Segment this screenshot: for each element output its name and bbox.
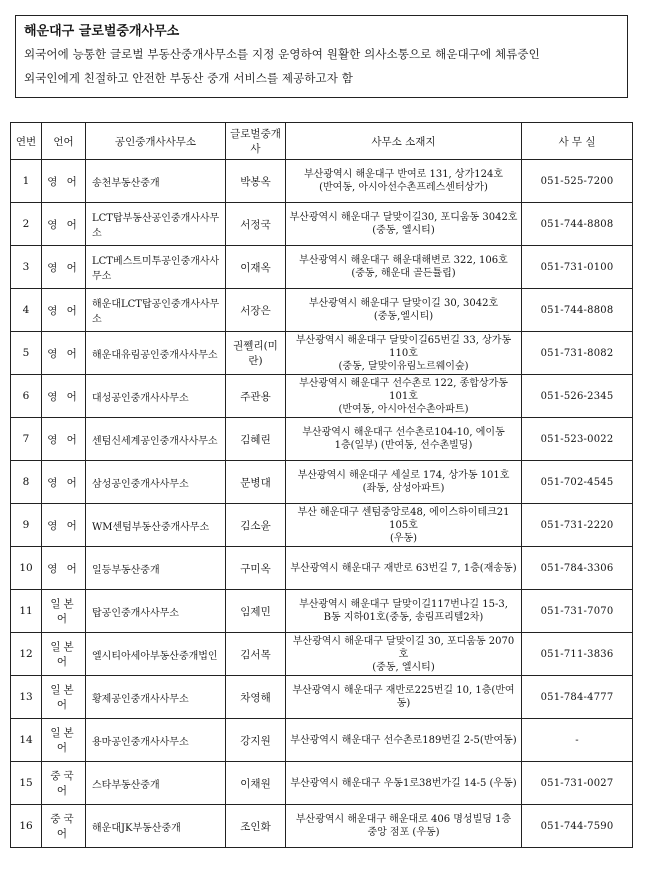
address-line-2: (중동,엘시티) — [373, 311, 434, 322]
cell-phone: 051-523-0022 — [522, 418, 633, 461]
header-language: 언어 — [42, 123, 86, 160]
cell-office: 스타부동산중개 — [86, 762, 226, 805]
cell-office: 탑공인중개사사무소 — [86, 590, 226, 633]
cell-agent: 강지원 — [226, 719, 286, 762]
cell-agent: 권쩰리(미란) — [226, 332, 286, 375]
cell-office: WM센텀부동산중개사무소 — [86, 504, 226, 547]
cell-office: 황제공인중개사사무소 — [86, 676, 226, 719]
cell-no: 11 — [11, 590, 42, 633]
table-row — [11, 547, 633, 590]
cell-phone: 051-731-2220 — [522, 504, 633, 547]
address-line-1: 부산 해운대구 센텀중앙로48, 에이스하이테크21 105호 — [297, 506, 510, 531]
cell-language: 영 어 — [42, 504, 86, 547]
cell-phone: 051-744-8808 — [522, 289, 633, 332]
cell-agent: 주관용 — [226, 375, 286, 418]
address-line-2: B동 지하01호(중동, 송림프리텔2차) — [323, 612, 484, 623]
address-line-2: (반여동, 아시아선수촌프레스센터상가) — [319, 182, 488, 193]
cell-language: 영 어 — [42, 332, 86, 375]
cell-office: 엘시티아세아부동산중개법인 — [86, 633, 226, 676]
address-line-1: 부산광역시 해운대구 반여로 131, 상가124호 — [304, 169, 503, 180]
header-address: 사무소 소재지 — [286, 123, 522, 160]
cell-no: 12 — [11, 633, 42, 676]
address-line-1: 부산광역시 해운대구 달맞이길117번나길 15-3, — [299, 599, 508, 610]
table-header-row — [11, 123, 633, 160]
cell-address — [286, 633, 522, 676]
cell-address — [286, 504, 522, 547]
cell-no: 14 — [11, 719, 42, 762]
address-line-2: 1층(일부) (반여동, 선수촌빌딩) — [334, 440, 473, 451]
address-line-1: 부산광역시 해운대구 우동1로38번가길 14-5 (우동) — [290, 777, 517, 789]
intro-title: 해운대구 글로벌중개사무소 — [24, 24, 180, 39]
cell-phone: 051-525-7200 — [522, 160, 633, 203]
cell-phone: - — [522, 719, 633, 762]
address-line-2: (반여동, 아시아선수촌아파트) — [338, 403, 469, 415]
table-row — [11, 332, 633, 375]
cell-no: 10 — [11, 547, 42, 590]
cell-phone: 051-731-0027 — [522, 762, 633, 805]
office-table — [10, 122, 633, 848]
address-line-1: 부산광역시 해운대구 달맞이길65번길 33, 상가동110호 — [295, 334, 512, 359]
cell-address — [286, 246, 522, 289]
header-phone: 사 무 실 — [522, 123, 633, 160]
cell-no: 6 — [11, 375, 42, 418]
cell-agent: 문병대 — [226, 461, 286, 504]
cell-phone: 051-702-4545 — [522, 461, 633, 504]
cell-office: 센텀신세계공인중개사사무소 — [86, 418, 226, 461]
address-line-1: 부산광역시 해운대구 달맞이길 30, 포디움동 2070호 — [292, 635, 515, 660]
cell-office: 해운대유림공인중개사사무소 — [86, 332, 226, 375]
cell-address — [286, 805, 522, 848]
cell-address — [286, 418, 522, 461]
cell-phone: 051-744-7590 — [522, 805, 633, 848]
cell-phone: 051-526-2345 — [522, 375, 633, 418]
address-line-1: 부산광역시 해운대구 해운대로 406 명성빌딩 1층 — [295, 814, 512, 825]
cell-address — [286, 547, 522, 590]
cell-office: 삼성공인중개사사무소 — [86, 461, 226, 504]
cell-no: 4 — [11, 289, 42, 332]
cell-address — [286, 676, 522, 719]
cell-address — [286, 461, 522, 504]
cell-office: 해운대LCT탑공인중개사사무소 — [86, 289, 226, 332]
cell-language: 영 어 — [42, 160, 86, 203]
cell-language: 일본어 — [42, 590, 86, 633]
cell-agent: 차영해 — [226, 676, 286, 719]
header-no: 연번 — [11, 123, 42, 160]
cell-phone: 051-731-7070 — [522, 590, 633, 633]
cell-phone: 051-784-3306 — [522, 547, 633, 590]
cell-address — [286, 160, 522, 203]
cell-office: 용마공인중개사사무소 — [86, 719, 226, 762]
cell-phone: 051-784-4777 — [522, 676, 633, 719]
cell-office: 해운대JK부동산중개 — [86, 805, 226, 848]
address-line-2: (좌동, 삼성아파트) — [362, 483, 445, 494]
table-row — [11, 719, 633, 762]
address-line-2: (중동, 해운대 골든튤립) — [351, 268, 456, 279]
cell-address — [286, 719, 522, 762]
table-row — [11, 375, 633, 418]
address-line-2: (우동) — [389, 532, 418, 544]
address-line-1: 부산광역시 해운대구 해운대해변로 322, 106호 — [299, 255, 508, 266]
cell-language: 영 어 — [42, 203, 86, 246]
cell-language: 영 어 — [42, 418, 86, 461]
cell-no: 8 — [11, 461, 42, 504]
cell-phone: 051-711-3836 — [522, 633, 633, 676]
cell-language: 영 어 — [42, 547, 86, 590]
cell-language: 중국어 — [42, 805, 86, 848]
cell-agent: 김혜린 — [226, 418, 286, 461]
table-row — [11, 418, 633, 461]
table-row — [11, 676, 633, 719]
cell-office: 일등부동산중개 — [86, 547, 226, 590]
cell-agent: 이채원 — [226, 762, 286, 805]
cell-address — [286, 590, 522, 633]
address-line-1: 부산광역시 해운대구 달맞이길 30, 3042호 — [308, 298, 499, 309]
cell-phone: 051-731-0100 — [522, 246, 633, 289]
cell-office: LCT베스트미투공인중개사사무소 — [86, 246, 226, 289]
cell-language: 중국어 — [42, 762, 86, 805]
cell-language: 영 어 — [42, 461, 86, 504]
cell-no: 16 — [11, 805, 42, 848]
cell-language: 영 어 — [42, 246, 86, 289]
cell-language: 영 어 — [42, 375, 86, 418]
cell-agent: 구미옥 — [226, 547, 286, 590]
table-row — [11, 504, 633, 547]
cell-agent: 조인화 — [226, 805, 286, 848]
table-row — [11, 461, 633, 504]
cell-language: 일본어 — [42, 633, 86, 676]
cell-no: 2 — [11, 203, 42, 246]
table-row — [11, 289, 633, 332]
cell-phone: 051-744-8808 — [522, 203, 633, 246]
header-office: 공인중개사사무소 — [86, 123, 226, 160]
cell-agent: 김서목 — [226, 633, 286, 676]
address-line-2: (중동, 엘시티) — [372, 661, 435, 673]
cell-office: 송천부동산중개 — [86, 160, 226, 203]
header-agent: 글로벌중개사 — [226, 123, 286, 160]
cell-office: LCT탑부동산공인중개사사무소 — [86, 203, 226, 246]
cell-agent: 서장은 — [226, 289, 286, 332]
cell-language: 영 어 — [42, 289, 86, 332]
cell-no: 5 — [11, 332, 42, 375]
address-line-2: (중동, 엘시티) — [372, 225, 435, 236]
address-line-1: 부산광역시 해운대구 선수촌로 122, 종합상가동 101호 — [299, 377, 508, 402]
address-line-1: 부산광역시 해운대구 재반로225번길 10, 1층(반여동) — [292, 685, 515, 709]
cell-address — [286, 332, 522, 375]
cell-agent: 김소윤 — [226, 504, 286, 547]
address-line-1: 부산광역시 해운대구 선수촌로189번길 2-5(반여동) — [290, 734, 517, 746]
address-line-2: 중앙 점포 (우동) — [367, 827, 440, 838]
cell-agent: 이재옥 — [226, 246, 286, 289]
cell-no: 13 — [11, 676, 42, 719]
table-row — [11, 805, 633, 848]
cell-no: 1 — [11, 160, 42, 203]
table-row — [11, 633, 633, 676]
cell-address — [286, 203, 522, 246]
cell-address — [286, 289, 522, 332]
cell-address — [286, 762, 522, 805]
address-line-1: 부산광역시 해운대구 세실로 174, 상가동 101호 — [297, 470, 510, 481]
table-row — [11, 246, 633, 289]
cell-language: 일본어 — [42, 719, 86, 762]
cell-agent: 박봉옥 — [226, 160, 286, 203]
address-line-1: 부산광역시 해운대구 달맞이길30, 포디움동 3042호 — [289, 212, 518, 223]
cell-no: 15 — [11, 762, 42, 805]
table-row — [11, 590, 633, 633]
cell-phone: 051-731-8082 — [522, 332, 633, 375]
intro-box — [15, 15, 628, 98]
cell-agent: 서정국 — [226, 203, 286, 246]
intro-line-1: 외국어에 능통한 글로벌 부동산중개사무소를 지정 운영하여 원활한 의사소통으로 해운대구에 체류중인 — [24, 47, 540, 61]
intro-line-2: 외국인에게 친절하고 안전한 부동산 중개 서비스를 제공하고자 함 — [24, 71, 353, 85]
table-row — [11, 160, 633, 203]
cell-no: 3 — [11, 246, 42, 289]
address-line-1: 부산광역시 해운대구 선수촌로104-10, 에이동 — [302, 427, 505, 438]
address-line-1: 부산광역시 해운대구 재반로 63번길 7, 1층(재송동) — [290, 562, 517, 574]
table-row — [11, 203, 633, 246]
cell-agent: 임제민 — [226, 590, 286, 633]
table-row — [11, 762, 633, 805]
cell-address — [286, 375, 522, 418]
cell-no: 9 — [11, 504, 42, 547]
cell-no: 7 — [11, 418, 42, 461]
address-line-2: (중동, 달맞이유림노르웨이숲) — [338, 360, 469, 372]
cell-language: 일본어 — [42, 676, 86, 719]
cell-office: 대성공인중개사사무소 — [86, 375, 226, 418]
